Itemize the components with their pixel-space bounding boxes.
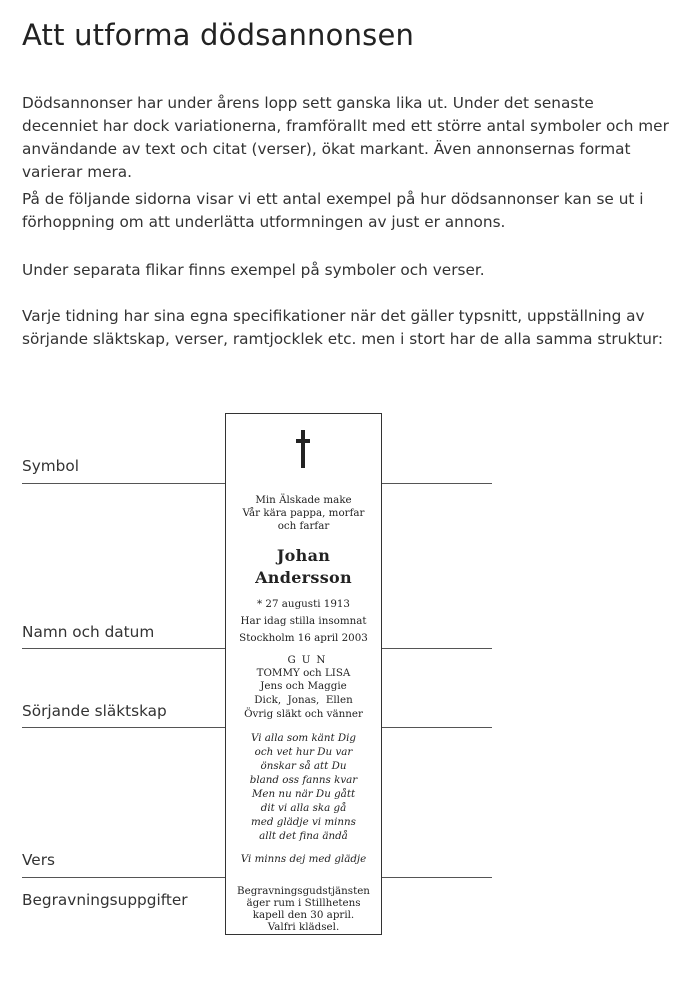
funeral-line: Valfri klädsel. (267, 921, 340, 933)
verse-line: dit vi alla ska gå (260, 802, 347, 814)
mourner-line: GUN (287, 654, 332, 666)
mourner-line: Jens och Maggie (260, 680, 347, 692)
verse-line: allt det fina ändå (259, 830, 348, 842)
examples-paragraph: På de följande sidorna visar vi ett antal exempel på hur dödsannonser kan se ut i förhoppning om att underlätta utformningen av just er annons. (22, 190, 644, 231)
passing-line: Har idag stilla insomnat (240, 615, 367, 627)
section-label-funeral: Begravningsuppgifter (22, 891, 188, 909)
intro-paragraph: Dödsannonser har under årens lopp sett ganska lika ut. Under det senaste decenniet har dock variationerna, framförallt med ett större antal symboler och mer användande av text och citat (verser), ökat markant. Även annonsernas format varierar mera. (22, 94, 669, 181)
verse-line: önskar så att Du (260, 760, 347, 772)
funeral-line: äger rum i Stillhetens (246, 897, 361, 909)
page-title: Att utforma dödsannonsen (22, 18, 415, 52)
deceased-first-name: Johan (276, 546, 331, 565)
deceased-last-name: Andersson (255, 568, 352, 587)
verse-line: Men nu när Du gått (251, 788, 356, 800)
section-label-mourners: Sörjande släktskap (22, 702, 167, 720)
mourner-line: Övrig släkt och vänner (244, 708, 363, 720)
notice-intro-line: och farfar (277, 520, 330, 532)
section-label-verse: Vers (22, 851, 55, 869)
birth-date: * 27 augusti 1913 (257, 598, 350, 610)
section-label-name-date: Namn och datum (22, 623, 155, 641)
mourner-line: Dick, Jonas, Ellen (254, 694, 353, 706)
funeral-line: kapell den 30 april. (252, 909, 355, 921)
verse-closing: Vi minns dej med glädje (240, 853, 367, 865)
obituary-notice (225, 413, 382, 935)
verse-line: bland oss fanns kvar (249, 774, 358, 786)
notice-intro-line: Vår kära pappa, morfar (242, 507, 365, 519)
verse-line: Vi alla som känt Dig (250, 732, 357, 744)
section-label-symbol: Symbol (22, 457, 79, 475)
mourner-line: TOMMY och LISA (256, 667, 351, 679)
latin-cross-icon (296, 430, 310, 468)
tabs-paragraph: Under separata flikar finns exempel på symboler och verser. (22, 261, 485, 279)
funeral-line: Begravningsgudstjänsten (237, 885, 370, 897)
verse-line: och vet hur Du var (254, 746, 353, 758)
death-place-date: Stockholm 16 april 2003 (239, 632, 368, 644)
notice-intro-line: Min Älskade make (255, 494, 352, 506)
verse-line: med glädje vi minns (251, 816, 356, 828)
structure-paragraph: Varje tidning har sina egna specifikationer när det gäller typsnitt, uppställning av sörjande släktskap, verser, ramtjocklek etc. men i stort har de alla samma struktur: (22, 307, 664, 348)
